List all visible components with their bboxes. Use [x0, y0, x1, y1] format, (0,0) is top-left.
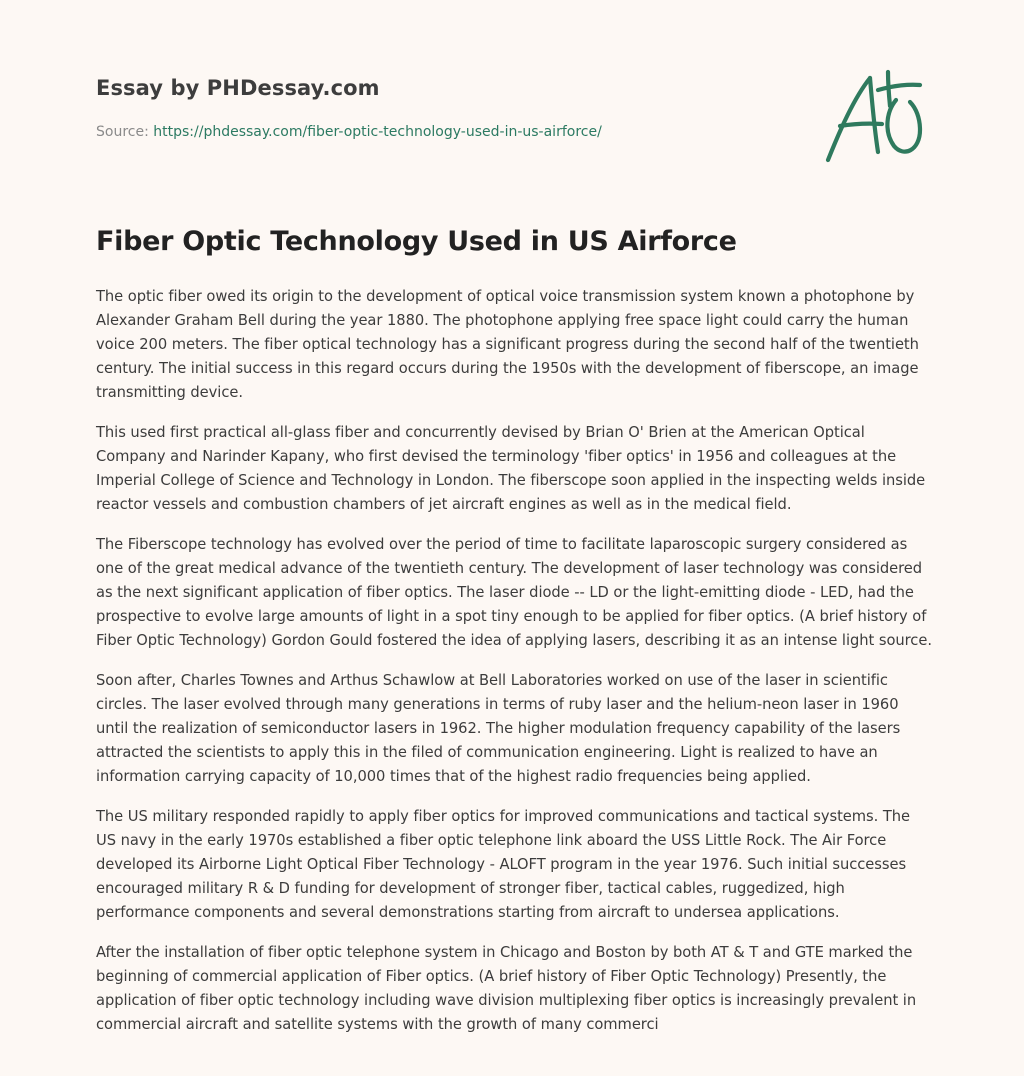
source-line: [96, 124, 602, 140]
site-header: [96, 76, 380, 100]
article-paragraph: This used first practical all-glass fiber and concurrently devised by Brian O' Brien at the American Optical Company and Narinder Kapany, who first devised the terminology 'fiber optics' in 1956 and colleagues at the Imperial College of Science and Technology in London. The fiberscope soon applied in the inspecting welds inside reactor vessels and combustion chambers of jet aircraft engines as well as in the medical field.: [96, 424, 926, 513]
source-label: Source:: [96, 124, 149, 140]
a-plus-grade-icon: [820, 68, 930, 168]
site-brand: Essay by PHDessay.com: [96, 76, 380, 100]
article-paragraph: The optic fiber owed its origin to the development of optical voice transmission system known a photophone by Alexander Graham Bell during the year 1880. The photophone applying free space light could carry the human voice 200 meters. The fiber optical technology has a significant progress during the second half of the twentieth century. The initial success in this regard occurs during the 1950s with the development of fiberscope, an image transmitting device.: [96, 288, 919, 401]
article-paragraph: Soon after, Charles Townes and Arthus Schawlow at Bell Laboratories worked on use of the laser in scientific circles. The laser evolved through many generations in terms of ruby laser and the helium-neon laser in 1960 until the realization of semiconductor lasers in 1962. The higher modulation frequency capability of the lasers attracted the scientists to apply this in the filed of communication engineering. Light is realized to have an information carrying capacity of 10,000 times that of the highest radio frequencies being applied.: [96, 672, 901, 785]
article-title: Fiber Optic Technology Used in US Airforce: [96, 226, 737, 257]
article-paragraph: The US military responded rapidly to apply fiber optics for improved communications and tactical systems. The US navy in the early 1970s established a fiber optic telephone link aboard the USS Little Rock. The Air Force developed its Airborne Light Optical Fiber Technology - ALOFT program in the year 1976. Such initial successes encouraged military R & D funding for development of stronger fiber, tactical cables, ruggedized, high performance components and several demonstrations starting from aircraft to undersea applications.: [96, 808, 911, 921]
article-paragraph: The Fiberscope technology has evolved over the period of time to facilitate laparoscopic surgery considered as one of the great medical advance of the twentieth century. The development of laser technology was considered as the next significant application of fiber optics. The laser diode -- LD or the light-emitting diode - LED, had the prospective to evolve large amounts of light in a spot tiny enough to be applied for fiber optics. (A brief history of Fiber Optic Technology) Gordon Gould fostered the idea of applying lasers, describing it as an intense light source.: [96, 536, 932, 649]
article-paragraph: After the installation of fiber optic telephone system in Chicago and Boston by both AT & T and GTE marked the beginning of commercial application of Fiber optics. (A brief history of Fiber Optic Technology) Presently, the application of fiber optic technology including wave division multiplexing fiber optics is increasingly prevalent in commercial aircraft and satellite systems with the growth of many commerci: [96, 944, 917, 1033]
source-link[interactable]: https://phdessay.com/fiber-optic-technology-used-in-us-airforce/: [153, 124, 602, 140]
article-body: [96, 285, 932, 1053]
